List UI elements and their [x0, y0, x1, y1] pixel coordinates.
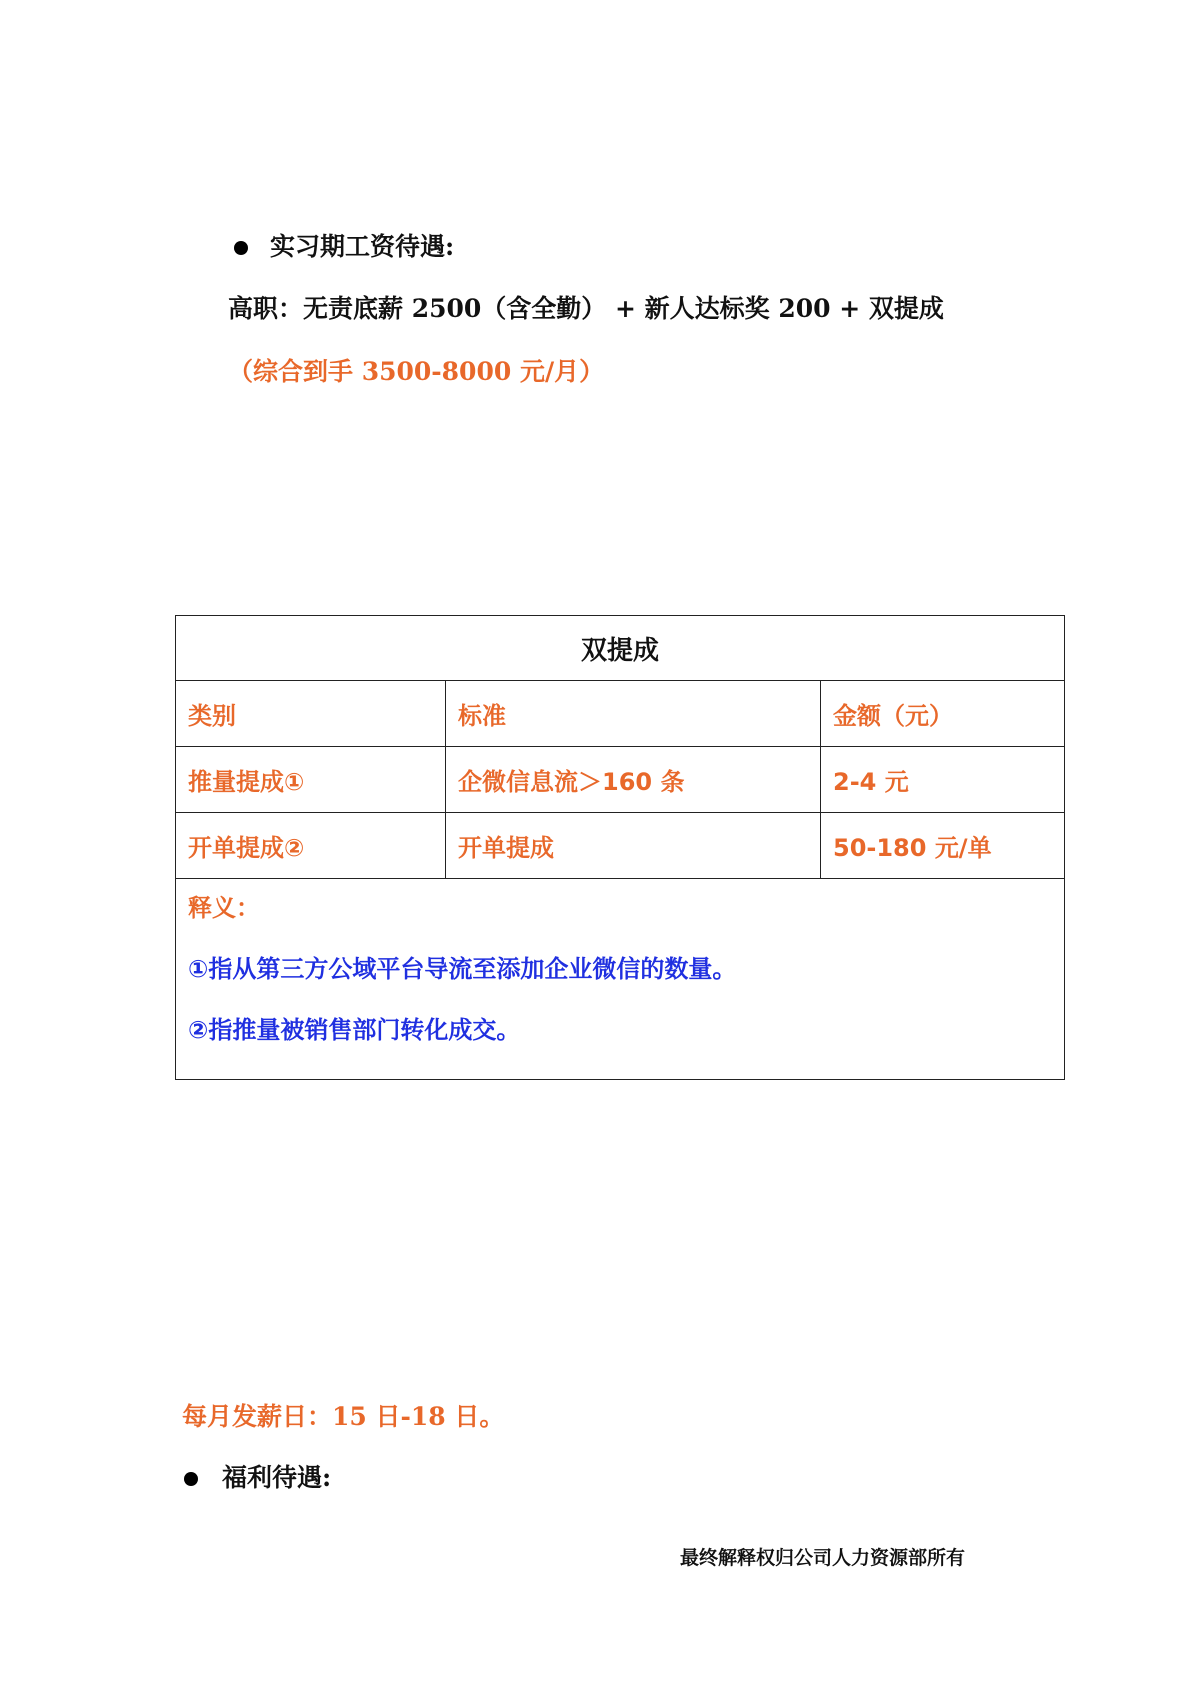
table-header-row [176, 681, 1065, 747]
commission-table [175, 615, 1065, 1080]
row-category: 推量提成① [176, 747, 446, 813]
table-title-row [176, 616, 1065, 681]
notes-cell [176, 879, 1065, 1080]
internship-heading: 实习期工资待遇: [270, 232, 455, 261]
internship-total-line: （综合到手 3500-8000 元/月） [228, 357, 605, 386]
row-standard: 开单提成 [446, 813, 821, 879]
row-amount: 2-4 元 [821, 747, 1065, 813]
header-amount: 金额（元） [821, 681, 1065, 747]
bullet-icon [234, 241, 248, 255]
note-item: ②指推量被销售部门转化成交。 [188, 1016, 521, 1044]
row-category: 开单提成② [176, 813, 446, 879]
internship-pay-line: 高职：无责底薪 2500（含全勤） + 新人达标奖 200 + 双提成 [228, 294, 944, 323]
table-row [176, 747, 1065, 813]
row-standard: 企微信息流＞160 条 [446, 747, 821, 813]
benefits-heading: 福利待遇: [222, 1463, 332, 1492]
table-notes-row [176, 879, 1065, 1080]
note-item: ①指从第三方公域平台导流至添加企业微信的数量。 [188, 955, 737, 983]
table-row [176, 813, 1065, 879]
header-standard: 标准 [446, 681, 821, 747]
notes-label: 释义： [188, 894, 260, 922]
footer-note: 最终解释权归公司人力资源部所有 [680, 1547, 966, 1569]
row-amount: 50-180 元/单 [821, 813, 1065, 879]
header-category: 类别 [176, 681, 446, 747]
table-title: 双提成 [176, 616, 1065, 681]
bullet-icon [184, 1472, 198, 1486]
payday-line: 每月发薪日：15 日-18 日。 [182, 1402, 505, 1431]
